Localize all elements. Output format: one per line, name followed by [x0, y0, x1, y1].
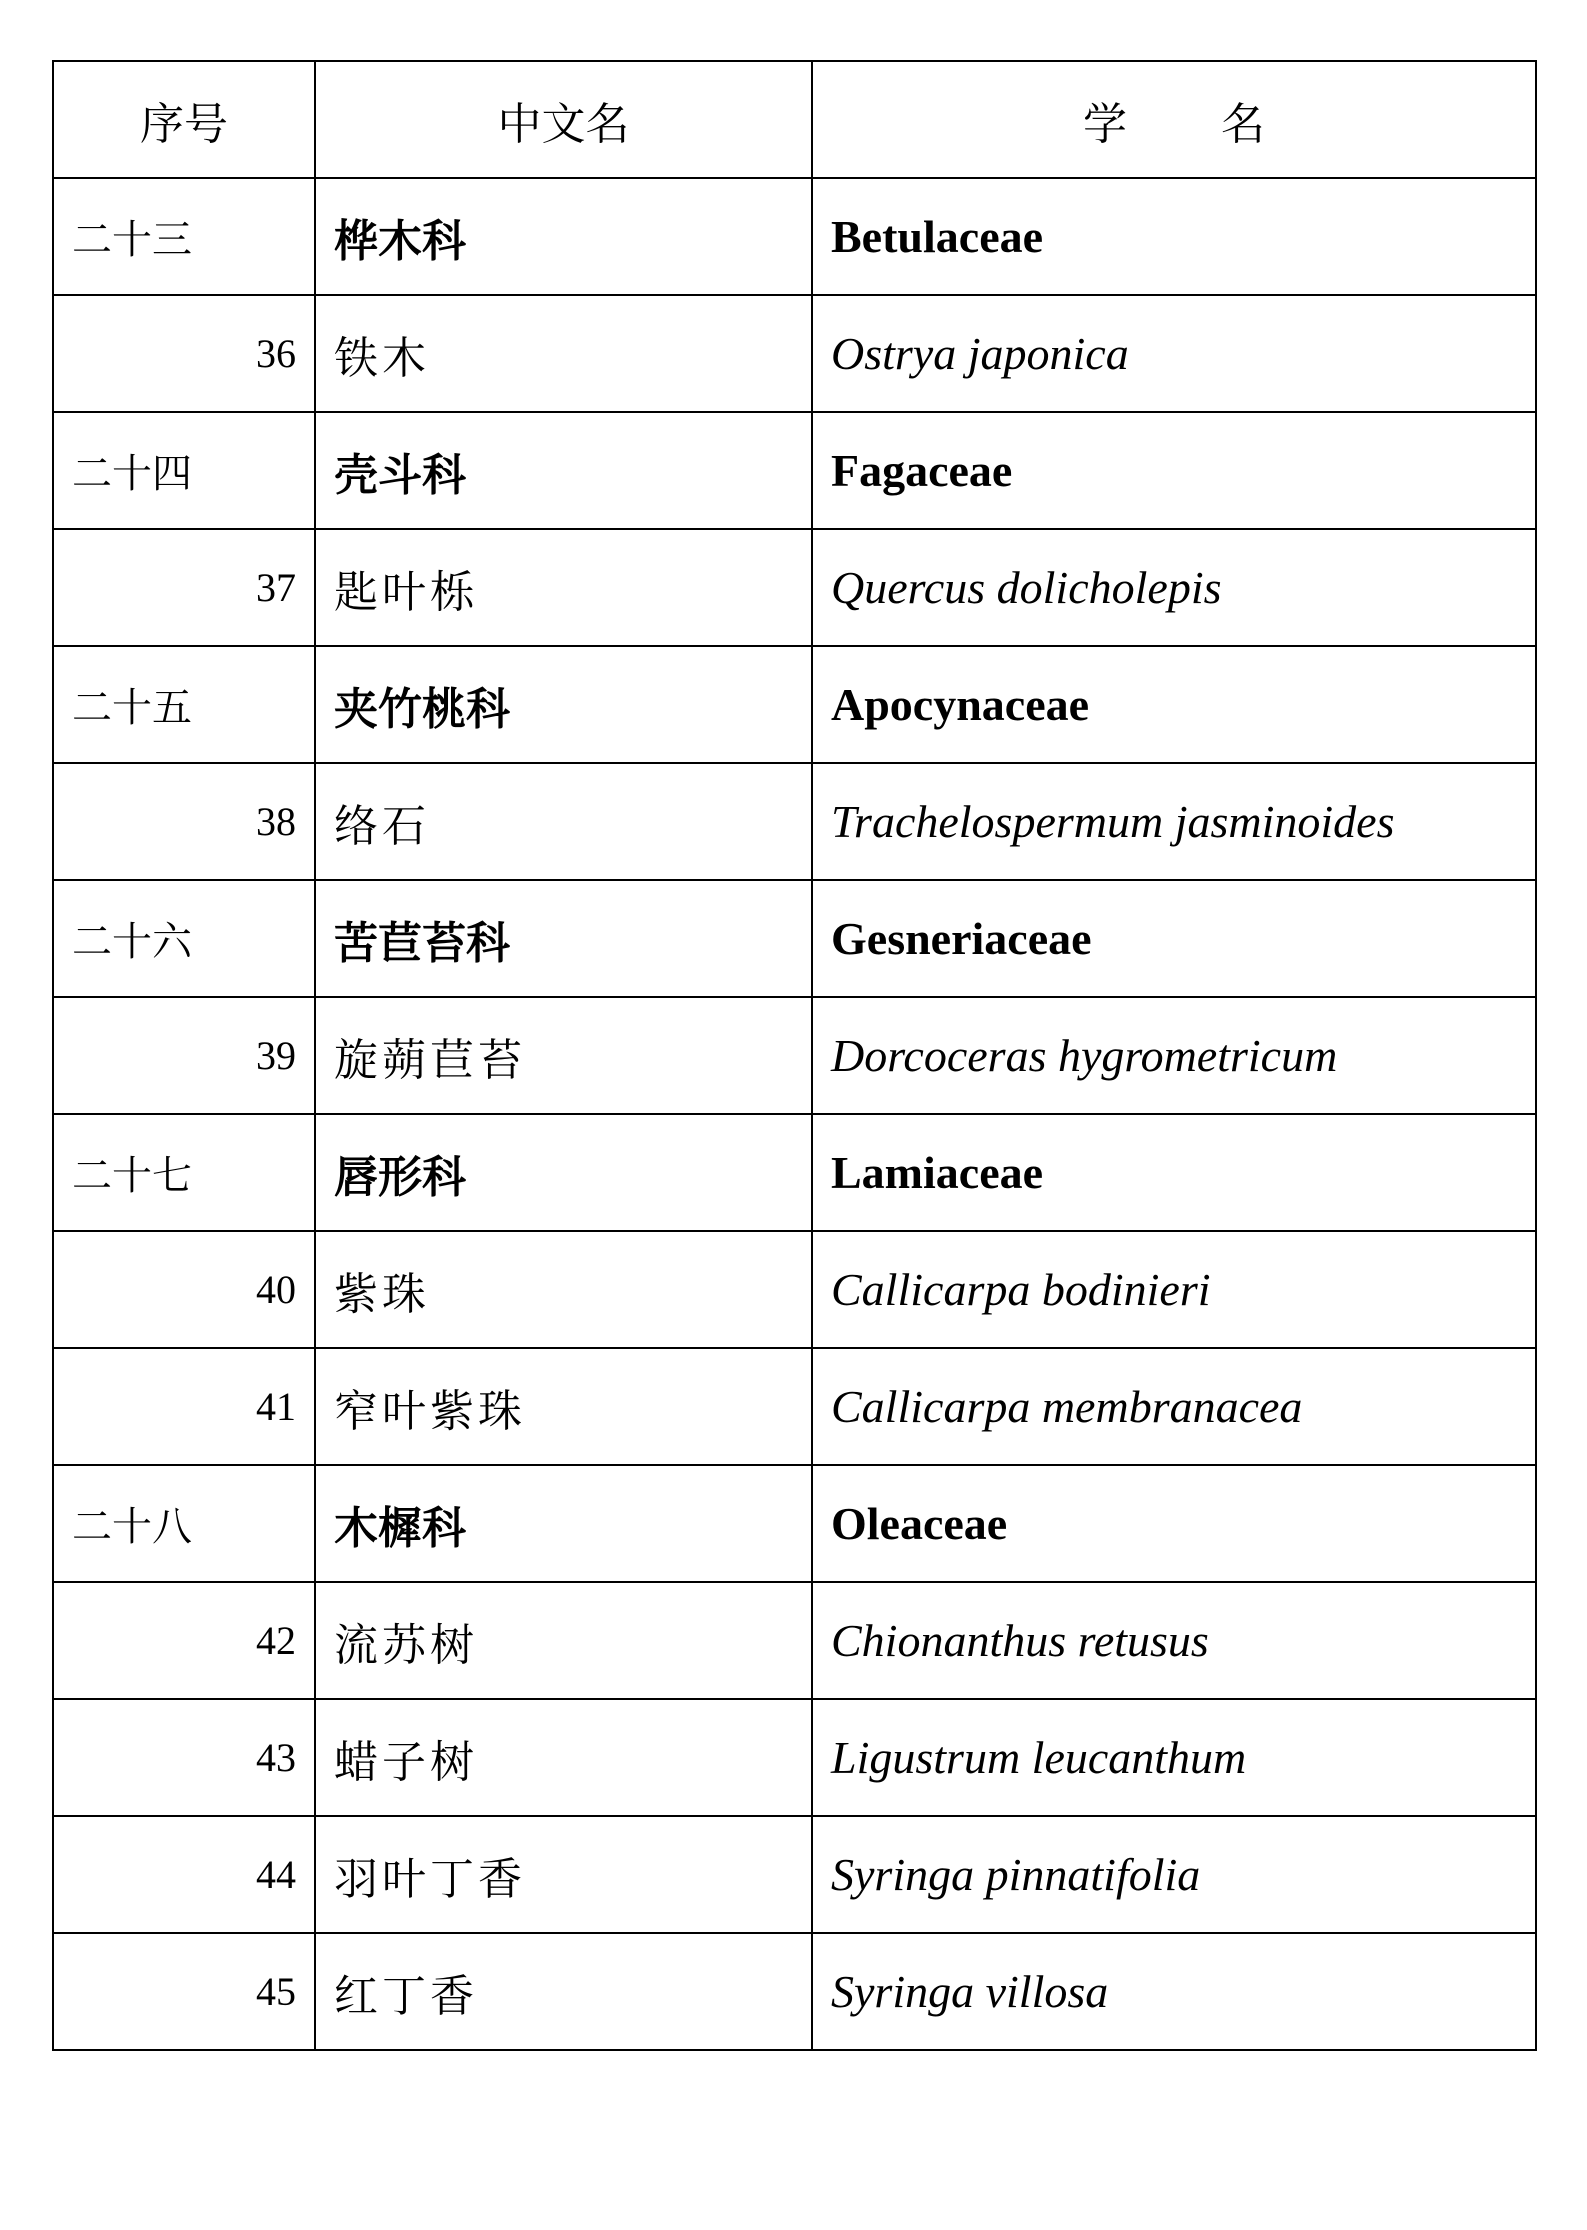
row-chinese-name-cell: 夹竹桃科: [315, 646, 812, 763]
family-row: [53, 646, 1536, 763]
row-seq-cell: 42: [53, 1582, 315, 1699]
row-seq-cell: 36: [53, 295, 315, 412]
row-scientific-name-cell: Trachelospermum jasminoides: [812, 763, 1536, 880]
row-chinese-name-cell: 苦苣苔科: [315, 880, 812, 997]
row-seq-cell: 37: [53, 529, 315, 646]
species-row: [53, 529, 1536, 646]
row-scientific-name-cell: Lamiaceae: [812, 1114, 1536, 1231]
row-scientific-name-cell: Apocynaceae: [812, 646, 1536, 763]
row-seq-cell: 41: [53, 1348, 315, 1465]
row-scientific-name-cell: Dorcoceras hygrometricum: [812, 997, 1536, 1114]
row-chinese-name-cell: 旋蒴苣苔: [315, 997, 812, 1114]
species-row: [53, 295, 1536, 412]
row-scientific-name-cell: Fagaceae: [812, 412, 1536, 529]
family-row: [53, 1465, 1536, 1582]
row-chinese-name-cell: 壳斗科: [315, 412, 812, 529]
species-row: [53, 1816, 1536, 1933]
family-row: [53, 880, 1536, 997]
family-row: [53, 1114, 1536, 1231]
row-chinese-name-cell: 桦木科: [315, 178, 812, 295]
species-row: [53, 1231, 1536, 1348]
row-seq-cell: 二十三: [53, 178, 315, 295]
row-scientific-name-cell: Chionanthus retusus: [812, 1582, 1536, 1699]
row-seq-cell: 二十四: [53, 412, 315, 529]
row-scientific-name-cell: Callicarpa membranacea: [812, 1348, 1536, 1465]
row-scientific-name-cell: Syringa villosa: [812, 1933, 1536, 2050]
row-seq-cell: 44: [53, 1816, 315, 1933]
row-seq-cell: 二十五: [53, 646, 315, 763]
row-scientific-name-cell: Betulaceae: [812, 178, 1536, 295]
row-seq-cell: 二十六: [53, 880, 315, 997]
species-row: [53, 997, 1536, 1114]
row-chinese-name-cell: 匙叶栎: [315, 529, 812, 646]
row-chinese-name-cell: 羽叶丁香: [315, 1816, 812, 1933]
row-seq-cell: 二十七: [53, 1114, 315, 1231]
row-scientific-name-cell: Quercus dolicholepis: [812, 529, 1536, 646]
row-seq-cell: 40: [53, 1231, 315, 1348]
species-row: [53, 1582, 1536, 1699]
plant-species-table: [52, 60, 1537, 2051]
family-row: [53, 178, 1536, 295]
row-scientific-name-cell: Ligustrum leucanthum: [812, 1699, 1536, 1816]
row-chinese-name-cell: 紫珠: [315, 1231, 812, 1348]
header-chinese-name: 中文名: [315, 61, 812, 178]
species-row: [53, 763, 1536, 880]
row-scientific-name-cell: Callicarpa bodinieri: [812, 1231, 1536, 1348]
species-row: [53, 1933, 1536, 2050]
row-scientific-name-cell: Syringa pinnatifolia: [812, 1816, 1536, 1933]
row-scientific-name-cell: Oleaceae: [812, 1465, 1536, 1582]
row-seq-cell: 38: [53, 763, 315, 880]
header-scientific-name: 学 名: [812, 61, 1536, 178]
row-seq-cell: 39: [53, 997, 315, 1114]
row-chinese-name-cell: 唇形科: [315, 1114, 812, 1231]
row-chinese-name-cell: 流苏树: [315, 1582, 812, 1699]
row-scientific-name-cell: Gesneriaceae: [812, 880, 1536, 997]
header-seq: 序号: [53, 61, 315, 178]
family-row: [53, 412, 1536, 529]
row-chinese-name-cell: 络石: [315, 763, 812, 880]
row-chinese-name-cell: 窄叶紫珠: [315, 1348, 812, 1465]
row-scientific-name-cell: Ostrya japonica: [812, 295, 1536, 412]
row-chinese-name-cell: 红丁香: [315, 1933, 812, 2050]
species-row: [53, 1699, 1536, 1816]
species-row: [53, 1348, 1536, 1465]
row-seq-cell: 43: [53, 1699, 315, 1816]
row-seq-cell: 45: [53, 1933, 315, 2050]
row-chinese-name-cell: 蜡子树: [315, 1699, 812, 1816]
row-seq-cell: 二十八: [53, 1465, 315, 1582]
row-chinese-name-cell: 木樨科: [315, 1465, 812, 1582]
table-body: [53, 178, 1536, 2050]
row-chinese-name-cell: 铁木: [315, 295, 812, 412]
table-header-row: [53, 61, 1536, 178]
